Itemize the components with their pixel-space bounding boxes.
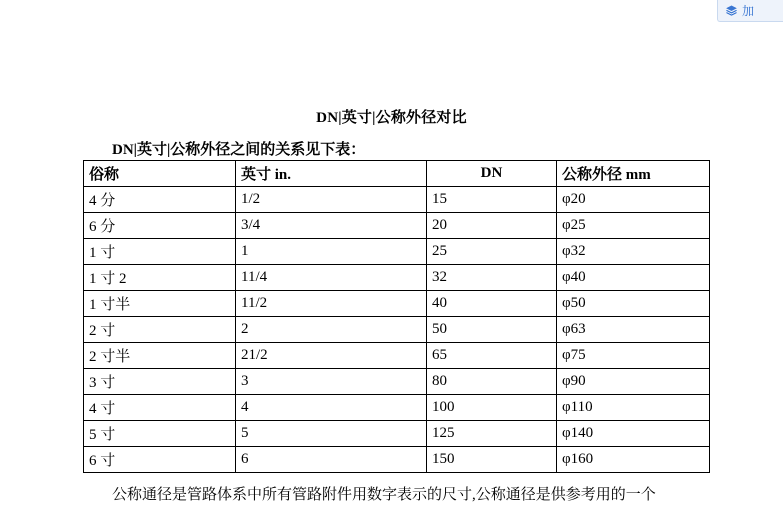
- cell-inch: 3: [236, 369, 427, 395]
- cell-inch: 6: [236, 447, 427, 473]
- cell-dn: 65: [427, 343, 557, 369]
- table-row: [84, 343, 710, 369]
- cell-common-name: 4 寸: [84, 395, 236, 421]
- table-row: [84, 369, 710, 395]
- cell-outer-diameter: φ90: [557, 369, 710, 395]
- cell-common-name: 2 寸半: [84, 343, 236, 369]
- table-row: [84, 421, 710, 447]
- cell-dn: 80: [427, 369, 557, 395]
- table-row: [84, 187, 710, 213]
- cell-common-name: 1 寸半: [84, 291, 236, 317]
- cell-inch: 1: [236, 239, 427, 265]
- table-row: [84, 239, 710, 265]
- table-row: [84, 317, 710, 343]
- cell-dn: 100: [427, 395, 557, 421]
- column-header-outer-diameter: 公称外径 mm: [557, 161, 710, 187]
- table-header-row: [84, 161, 710, 187]
- cell-common-name: 6 寸: [84, 447, 236, 473]
- table-row: [84, 213, 710, 239]
- cell-common-name: 2 寸: [84, 317, 236, 343]
- cell-dn: 125: [427, 421, 557, 447]
- cell-outer-diameter: φ32: [557, 239, 710, 265]
- cell-dn: 150: [427, 447, 557, 473]
- cell-common-name: 6 分: [84, 213, 236, 239]
- closing-paragraph: 公称通径是管路体系中所有管路附件用数字表示的尺寸,公称通径是供参考用的一个: [112, 487, 656, 503]
- cell-inch: 5: [236, 421, 427, 447]
- page-title: DN|英寸|公称外径对比: [316, 110, 467, 126]
- dn-inch-outer-diameter-table: [83, 160, 710, 473]
- cell-dn: 20: [427, 213, 557, 239]
- cell-outer-diameter: φ20: [557, 187, 710, 213]
- cell-dn: 15: [427, 187, 557, 213]
- cell-common-name: 5 寸: [84, 421, 236, 447]
- cell-outer-diameter: φ160: [557, 447, 710, 473]
- cell-dn: 32: [427, 265, 557, 291]
- cell-common-name: 1 寸: [84, 239, 236, 265]
- column-header-inch: 英寸 in.: [236, 161, 427, 187]
- table-row: [84, 395, 710, 421]
- cell-common-name: 3 寸: [84, 369, 236, 395]
- cell-inch: 11/4: [236, 265, 427, 291]
- add-button-label: 加: [742, 4, 755, 18]
- table-row: [84, 447, 710, 473]
- cell-dn: 40: [427, 291, 557, 317]
- cell-inch: 2: [236, 317, 427, 343]
- cell-dn: 50: [427, 317, 557, 343]
- cell-common-name: 4 分: [84, 187, 236, 213]
- column-header-common-name: 俗称: [84, 161, 236, 187]
- intro-text: DN|英寸|公称外径之间的关系见下表：: [112, 142, 366, 158]
- cell-inch: 3/4: [236, 213, 427, 239]
- cell-common-name: 1 寸 2: [84, 265, 236, 291]
- cell-inch: 1/2: [236, 187, 427, 213]
- column-header-dn: DN: [427, 161, 557, 187]
- cell-inch: 21/2: [236, 343, 427, 369]
- table-row: [84, 265, 710, 291]
- cell-outer-diameter: φ50: [557, 291, 710, 317]
- cell-outer-diameter: φ25: [557, 213, 710, 239]
- cell-dn: 25: [427, 239, 557, 265]
- cell-inch: 4: [236, 395, 427, 421]
- cell-outer-diameter: φ63: [557, 317, 710, 343]
- table-row: [84, 291, 710, 317]
- cell-outer-diameter: φ110: [557, 395, 710, 421]
- cell-inch: 11/2: [236, 291, 427, 317]
- cell-outer-diameter: φ75: [557, 343, 710, 369]
- cell-outer-diameter: φ140: [557, 421, 710, 447]
- cell-outer-diameter: φ40: [557, 265, 710, 291]
